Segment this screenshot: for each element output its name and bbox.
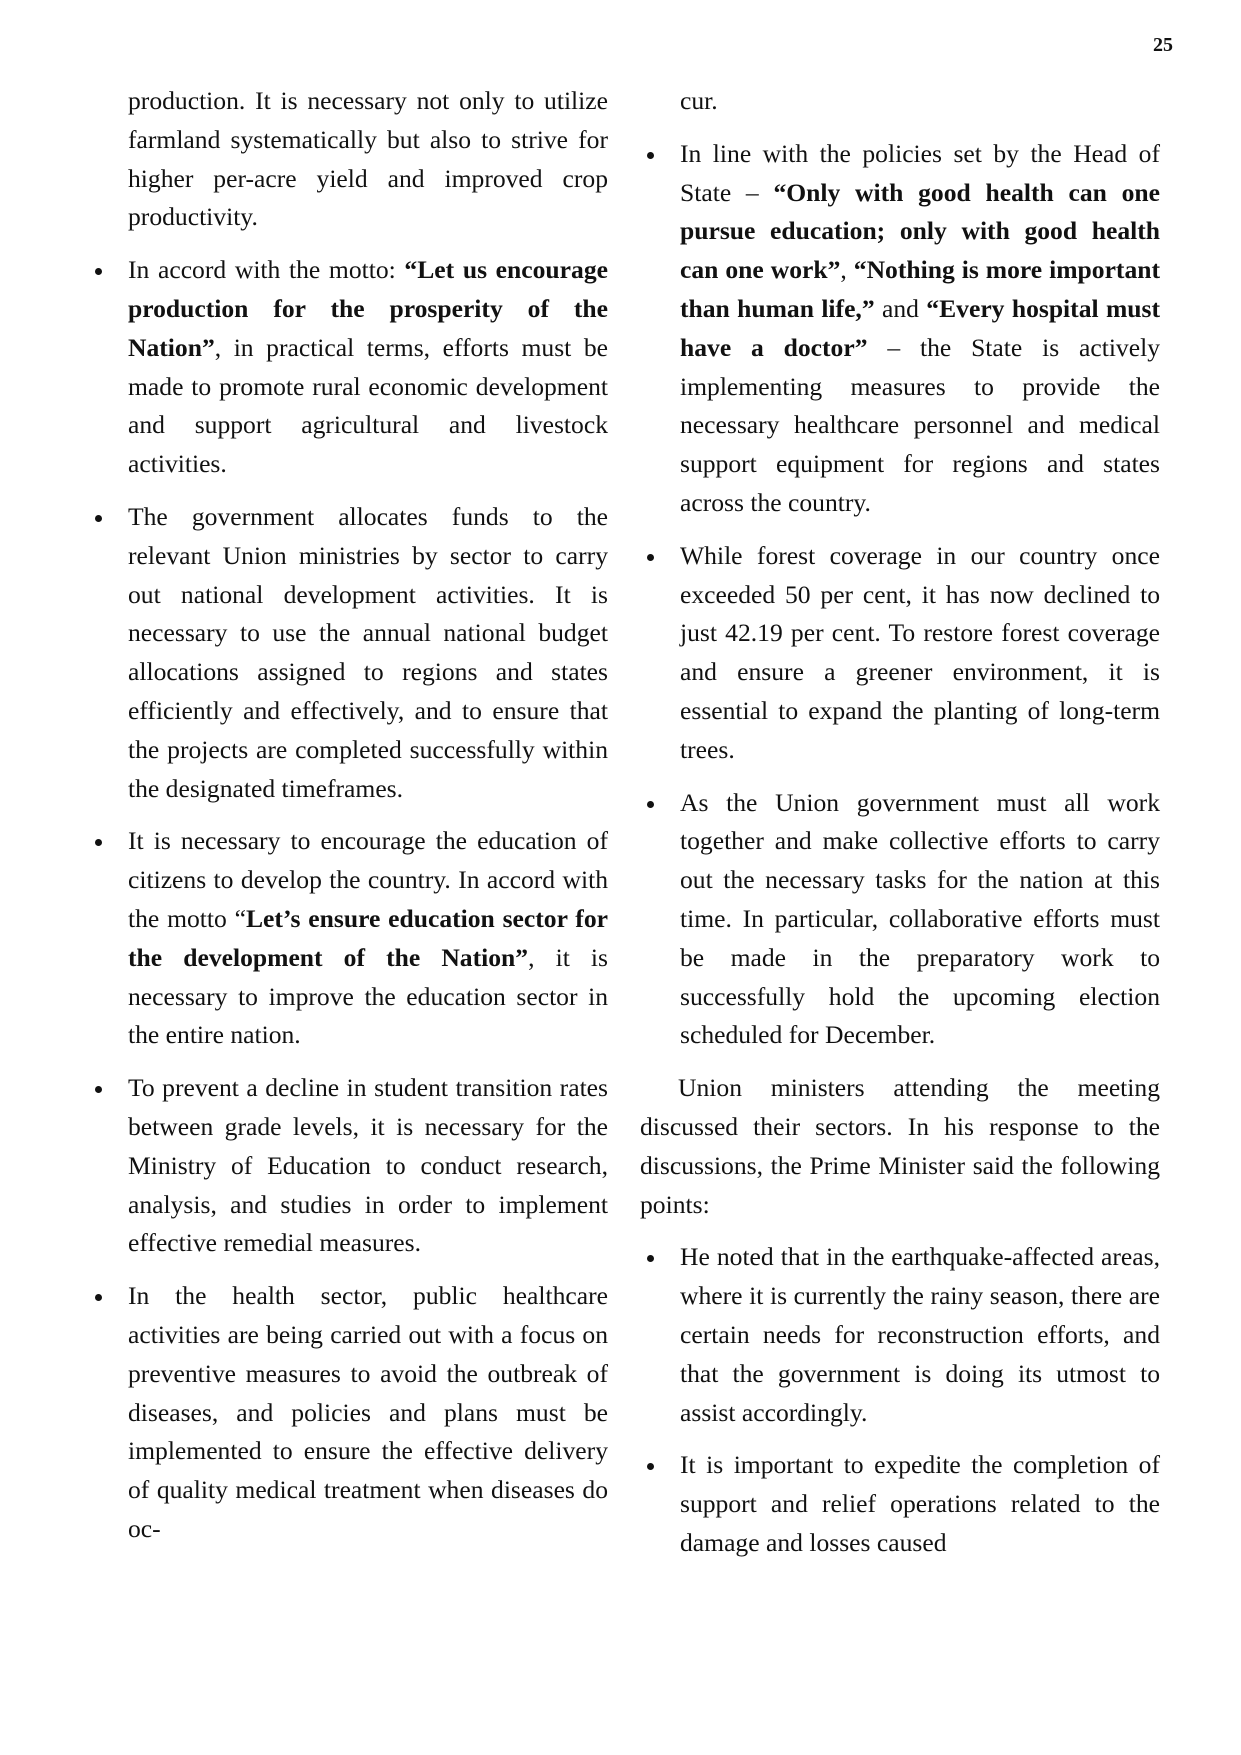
page-number: 25	[1153, 34, 1173, 56]
right-column	[640, 82, 1160, 1577]
bullet-item-education-motto	[88, 822, 608, 1055]
bullet-text: In accord with the motto:	[128, 255, 405, 285]
bullet-item-forest-coverage: While forest coverage in our country once exceeded 50 per cent, it has now declined to just 42.19 per cent. To restore forest coverage and ensure a greener environment, it is essential to expand the planting of long-term trees.	[640, 537, 1160, 770]
paragraph-discussion: Union ministers attending the meeting discussed their sectors. In his response to the discussions, the Prime Minister said the following points:	[640, 1073, 1160, 1219]
bullet-text: and	[874, 293, 927, 323]
paragraph-continuation: cur.	[680, 86, 718, 115]
bullet-item-health-policies	[640, 135, 1160, 523]
bullet-item-earthquake: He noted that in the earthquake-affected areas, where it is currently the rainy season, there are certain needs for reconstruction efforts, and that the government is doing its utmost to assist accordingly.	[640, 1238, 1160, 1432]
motto-text: Let’s ensure education sector for the development of the Nation”	[128, 903, 608, 972]
bullet-text: , it is necessary to improve the education sector in the entire nation.	[128, 942, 608, 1050]
bullet-item-election: As the Union government must all work together and make collective efforts to carry out the necessary tasks for the nation at this time. In particular, collaborative efforts must be made in the preparatory work to successfully hold the upcoming election scheduled for December.	[640, 784, 1160, 1056]
motto-text: “Every hospital must have a doctor”	[680, 293, 1160, 362]
bullet-text: ,	[840, 255, 854, 285]
bullet-text: In line with the policies set by the Head of State –	[680, 138, 1160, 207]
motto-text: “Let us encourage production for the prosperity of the Nation”	[128, 255, 608, 362]
bullet-text: It is necessary to encourage the education of citizens to develop the country. In accord with the motto “	[128, 826, 608, 933]
paragraph-continuation: production. It is necessary not only to utilize farmland systematically but also to strive for higher per-acre yield and improved crop productivity.	[128, 86, 608, 232]
motto-text: “Only with good health can one pursue education; only with good health can one work”	[680, 177, 1160, 285]
bullet-text: – the State is actively implementing measures to provide the necessary healthcare personnel and medical support equipment for regions and states across the country.	[680, 332, 1160, 517]
bullet-item-relief-operations: It is important to expedite the completion of support and relief operations related to the damage and losses caused	[640, 1446, 1160, 1562]
bullet-item-budget: The government allocates funds to the relevant Union ministries by sector to carry out national development activities. It is necessary to use the annual national budget allocations assigned to regions and states efficiently and effectively, and to ensure that the projects are completed successfully within the designated timeframes.	[88, 498, 608, 808]
bullet-item-production-motto	[88, 251, 608, 484]
bullet-item-transition-rates: To prevent a decline in student transition rates between grade levels, it is necessary for the Ministry of Education to conduct research, analysis, and studies in order to implement effective remedial measures.	[88, 1069, 608, 1263]
motto-text: “Nothing is more important than human life,”	[680, 255, 1161, 323]
bullet-text: , in practical terms, efforts must be made to promote rural economic development and support agricultural and livestock activities.	[128, 332, 608, 479]
bullet-item-health-sector: In the health sector, public healthcare activities are being carried out with a focus on preventive measures to avoid the outbreak of diseases, and policies and plans must be implemented to ensure the effective delivery of quality medical treatment when diseases do oc-	[88, 1277, 608, 1549]
left-column	[88, 82, 608, 1563]
